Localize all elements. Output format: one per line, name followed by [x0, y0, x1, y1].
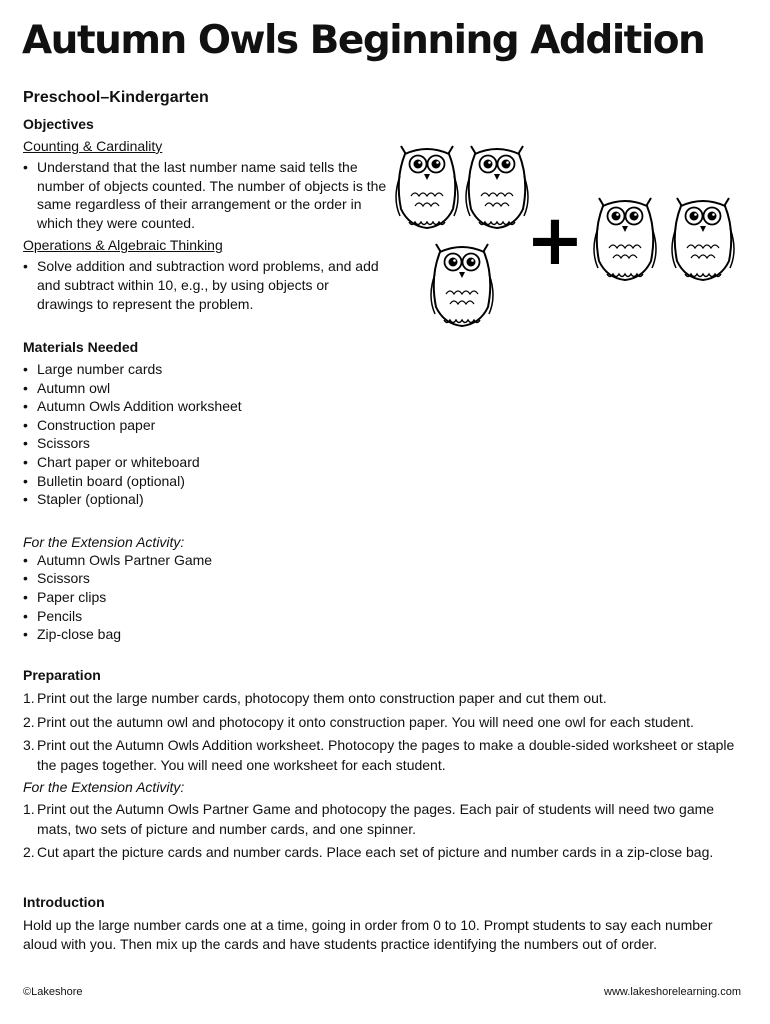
footer-copyright: ©Lakeshore: [23, 986, 83, 998]
list-item: • Stapler (optional): [23, 490, 423, 509]
list-item: • Solve addition and subtraction word problems, and add and subtract within 10, e.g., by using objects or drawings to represent the problem.: [23, 257, 388, 313]
list-item: • Autumn Owls Addition worksheet: [23, 397, 423, 416]
owl-addition-illustration: [385, 140, 745, 335]
page-title: Autumn Owls Beginning Addition: [22, 18, 705, 63]
list-item: 2. Cut apart the picture cards and number cards. Place each set of picture and number cards in a zip-close bag.: [23, 844, 714, 860]
list-item: 2. Print out the autumn owl and photocopy it onto construction paper. You will need one owl for each student.: [23, 713, 694, 730]
list-item: • Bulletin board (optional): [23, 472, 423, 491]
extension-label: For the Extension Activity:: [23, 533, 185, 550]
introduction-heading: Introduction: [23, 894, 105, 910]
list-item: • Scissors: [23, 569, 423, 588]
list-item: • Autumn Owls Partner Game: [23, 551, 423, 570]
step-text: Cut apart the picture cards and number cards. Place each set of picture and number cards in a zip-close bag.: [37, 844, 714, 860]
step-text: Print out the Autumn Owls Addition worksheet. Photocopy the pages to make a double-sided worksheet or staple the pages together. You will need one worksheet for each student.: [37, 737, 735, 773]
list-item: • Pencils: [23, 607, 423, 626]
list-item: • Scissors: [23, 434, 423, 453]
introduction-section: [23, 894, 747, 954]
objectives-section: [23, 116, 388, 313]
plus-sign: +: [525, 199, 585, 281]
preparation-heading: Preparation: [23, 667, 101, 683]
list-item: • Autumn owl: [23, 379, 423, 398]
extension-steps: [23, 800, 747, 863]
extension-materials-list: [23, 551, 423, 644]
list-item: • Chart paper or whiteboard: [23, 453, 423, 472]
preparation-section: [23, 667, 747, 867]
introduction-text: Hold up the large number cards one at a time, going in order from 0 to 10. Prompt students to say each number aloud with you. Then mix up the cards and have students practice identifying the numbers out of order.: [23, 917, 713, 952]
list-item: • Understand that the last number name said tells the number of objects counted. The number of objects is the same regardless of their arrangement or the order in which they were counted.: [23, 158, 388, 232]
list-item: 1. Print out the large number cards, photocopy them onto construction paper and cut them out.: [23, 690, 607, 706]
list-item: • Construction paper: [23, 416, 423, 435]
list-item: • Zip-close bag: [23, 625, 423, 644]
list-item: • Large number cards: [23, 360, 423, 379]
owl-drawing: [396, 146, 458, 228]
grade-level: Preschool–Kindergarten: [23, 89, 209, 106]
owl-drawing: [431, 244, 493, 326]
objective-list: [23, 257, 388, 313]
owl-drawing: [672, 198, 734, 280]
owl-drawing: [594, 198, 656, 280]
list-item: • Paper clips: [23, 588, 423, 607]
list-item: 3. Print out the Autumn Owls Addition worksheet. Photocopy the pages to make a double-sided worksheet or staple the pages together. You will need one worksheet for each student.: [23, 737, 735, 773]
list-item: 1. Print out the Autumn Owls Partner Game and photocopy the pages. Each pair of students will need two game mats, two sets of picture and number cards, and one spinner.: [23, 801, 715, 837]
objective-list: [23, 158, 388, 232]
step-text: Print out the large number cards, photocopy them onto construction paper and cut them out.: [37, 690, 607, 706]
objective-group-name: Operations & Algebraic Thinking: [23, 237, 223, 254]
preparation-steps: [23, 689, 747, 775]
materials-section: [23, 339, 423, 644]
step-text: Print out the autumn owl and photocopy it onto construction paper. You will need one owl for each student.: [37, 713, 694, 730]
step-text: Print out the Autumn Owls Partner Game and photocopy the pages. Each pair of students will need two game mats, two sets of picture and number cards, and one spinner.: [37, 801, 715, 837]
extension-label: For the Extension Activity:: [23, 779, 185, 795]
footer-website-link[interactable]: www.lakeshorelearning.com: [604, 986, 741, 998]
objectives-heading: Objectives: [23, 116, 94, 132]
materials-list: [23, 360, 423, 509]
materials-heading: Materials Needed: [23, 339, 139, 355]
owl-drawing: [466, 146, 528, 228]
objective-group-name: Counting & Cardinality: [23, 138, 163, 154]
